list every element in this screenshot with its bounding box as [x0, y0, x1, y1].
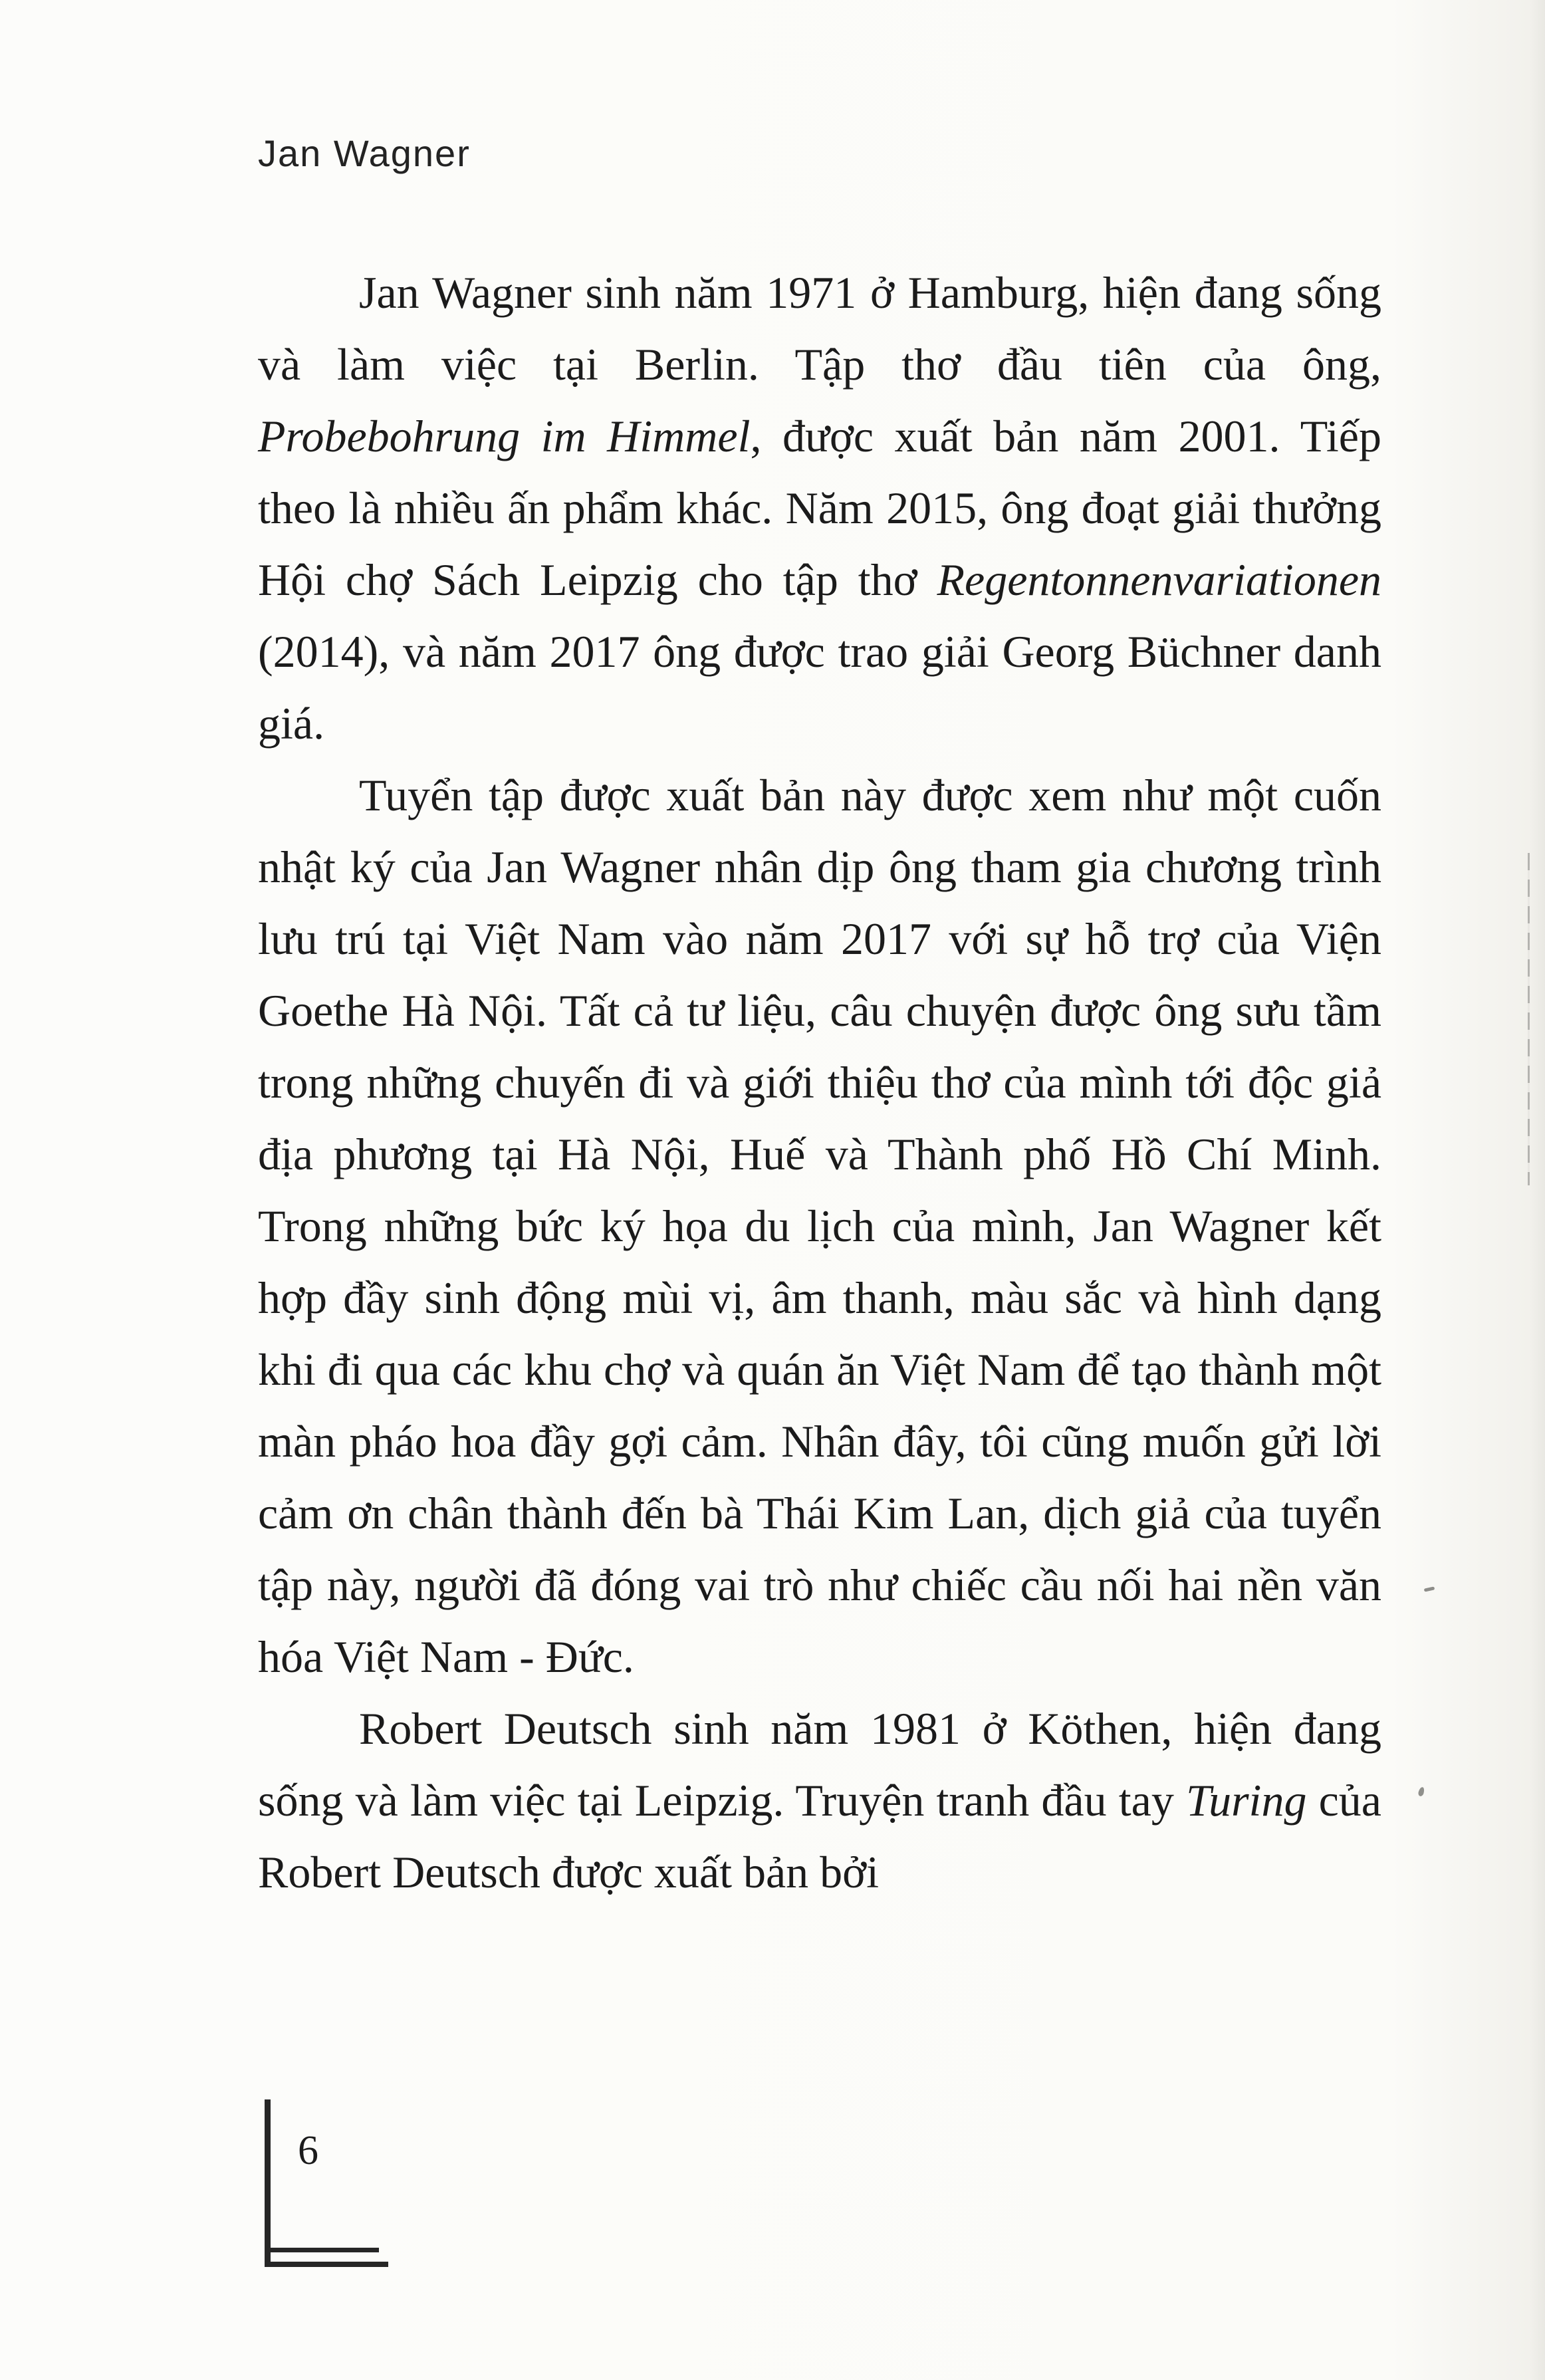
text-run: , được xuất bản năm 2001. Tiếp theo là nhiều ấn phẩm khác. Năm 2015, ông đoạt giải thưởng Hội chợ Sách Leipzig cho tập thơ: [258, 411, 1381, 605]
running-header: Jan Wagner: [258, 132, 471, 174]
text-run: của Robert Deutsch được xuất bản bởi: [258, 1775, 1381, 1897]
page-number: 6: [298, 2128, 318, 2173]
corner-mark: [265, 2099, 390, 2267]
scan-artifact-speck: [1424, 1586, 1435, 1592]
text-run: Jan Wagner sinh năm 1971 ở Hamburg, hiện đang sống và làm việc tại Berlin. Tập thơ đầu tiên của ông,: [258, 267, 1381, 390]
scan-artifact-speck: [1417, 1786, 1425, 1797]
paragraph: [258, 257, 1381, 759]
text-run: (2014), và năm 2017 ông được trao giải Georg Büchner danh giá.: [258, 626, 1381, 749]
italic-text-run: Regentonnenvariationen: [937, 554, 1381, 605]
text-run: Robert Deutsch sinh năm 1981 ở Köthen, hiện đang sống và làm việc tại Leipzig. Truyện tranh đầu tay: [258, 1703, 1381, 1826]
italic-text-run: Turing: [1186, 1775, 1307, 1826]
italic-text-run: Probebohrung im Himmel: [258, 411, 751, 461]
paragraph: [258, 759, 1381, 1693]
body-text: [258, 257, 1381, 1908]
scan-artifact-line: [1528, 853, 1530, 1185]
text-run: Tuyển tập được xuất bản này được xem như một cuốn nhật ký của Jan Wagner nhân dịp ông tham gia chương trình lưu trú tại Việt Nam vào năm 2017 với sự hỗ trợ của Viện Goethe Hà Nội. Tất cả tư liệu, câu chuyện được ông sưu tầm trong những chuyến đi và giới thiệu thơ của mình tới độc giả địa phương tại Hà Nội, Huế và Thành phố Hồ Chí Minh. Trong những bức ký họa du lịch của mình, Jan Wagner kết hợp đầy sinh động mùi vị, âm thanh, màu sắc và hình dạng khi đi qua các khu chợ và quán ăn Việt Nam để tạo thành một màn pháo hoa đầy gợi cảm. Nhân đây, tôi cũng muốn gửi lời cảm ơn chân thành đến bà Thái Kim Lan, dịch giả của tuyển tập này, người đã đóng vai trò như chiếc cầu nối hai nền văn hóa Việt Nam - Đức.: [258, 770, 1381, 1682]
paragraph: [258, 1693, 1381, 1908]
